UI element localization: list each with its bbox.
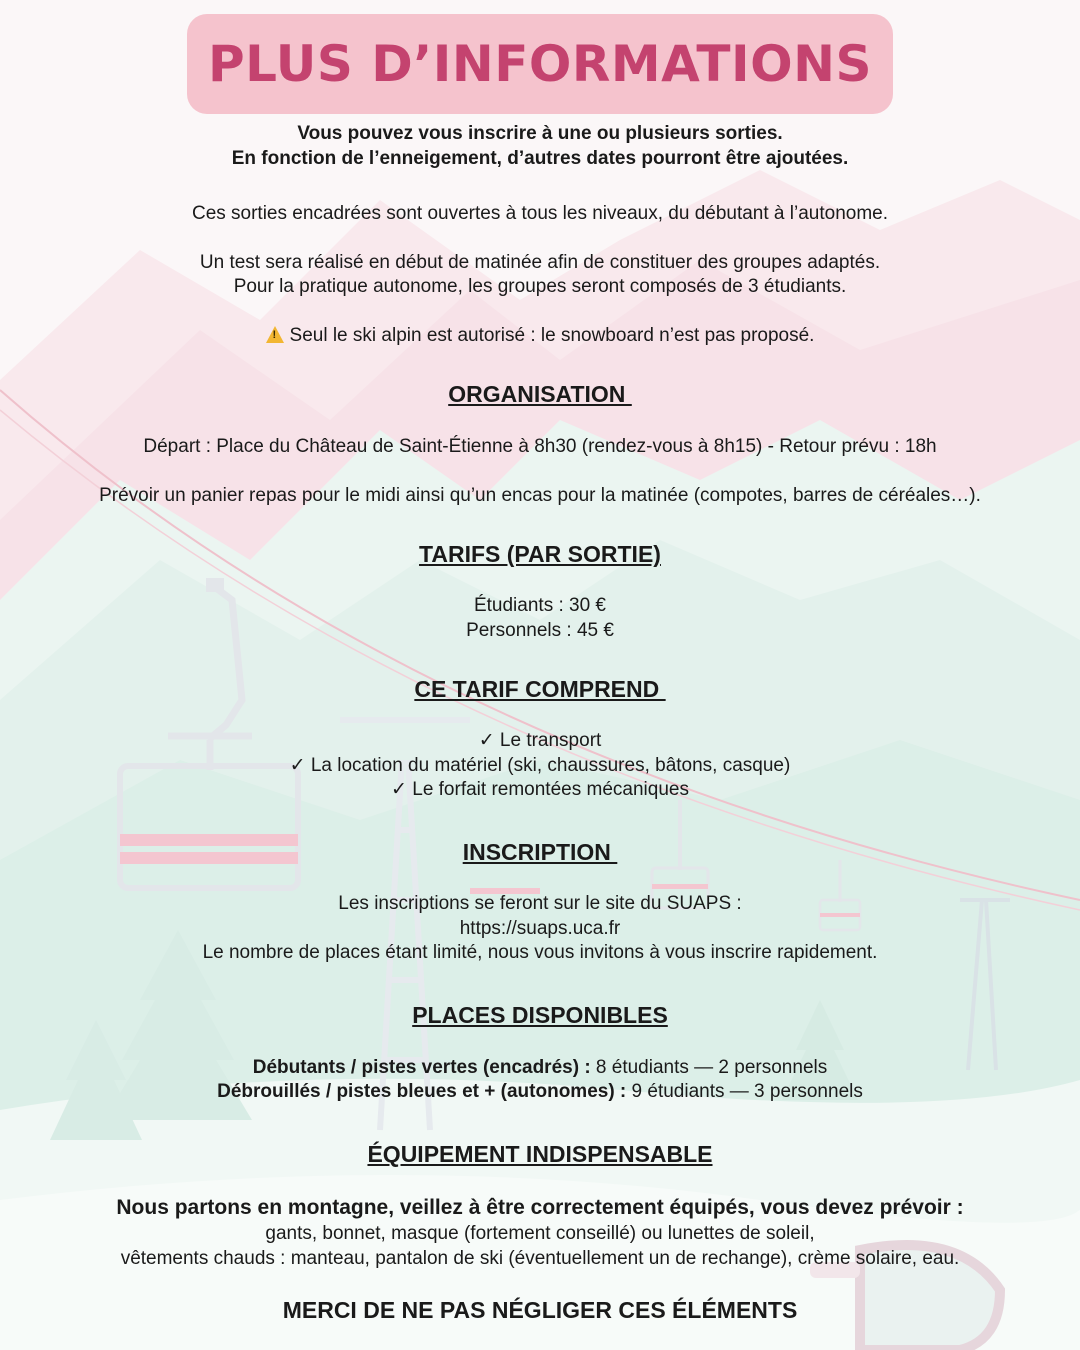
equipement-line-1: gants, bonnet, masque (fortement conseillé) ou lunettes de soleil, bbox=[265, 1223, 815, 1244]
warning-text: Seul le ski alpin est autorisé : le snowboard n’est pas proposé. bbox=[289, 325, 815, 346]
intro-line-1: Vous pouvez vous inscrire à une ou plusieurs sorties. bbox=[297, 123, 783, 144]
places-beginners-value: 8 étudiants — 2 personnels bbox=[590, 1057, 828, 1078]
test-text-1: Un test sera réalisé en début de matinée afin de constituer des groupes adaptés. bbox=[199, 252, 881, 273]
places-advanced-label: Débrouillés / pistes bleues et + (autonomes) : bbox=[217, 1081, 627, 1102]
warning-line bbox=[0, 324, 1080, 348]
closing-text: MERCI DE NE PAS NÉGLIGER CES ÉLÉMENTS bbox=[282, 1297, 798, 1323]
departure-text: Départ : Place du Château de Saint-Étienne à 8h30 (rendez-vous à 8h15) - Retour prévu : 18h bbox=[143, 436, 937, 457]
price-students: Étudiants : 30 € bbox=[473, 595, 607, 616]
includes-heading: CE TARIF COMPREND bbox=[414, 676, 666, 702]
levels-text: Ces sorties encadrées sont ouvertes à tous les niveaux, du débutant à l’autonome. bbox=[191, 203, 889, 224]
includes-item-lift-pass: ✓ Le forfait remontées mécaniques bbox=[391, 779, 689, 800]
meal-text: Prévoir un panier repas pour le midi ainsi qu’un encas pour la matinée (compotes, barres de céréales…). bbox=[99, 485, 981, 506]
places-heading: PLACES DISPONIBLES bbox=[412, 1002, 668, 1028]
organisation-heading: ORGANISATION bbox=[448, 381, 632, 407]
places-advanced-value: 9 étudiants — 3 personnels bbox=[626, 1081, 863, 1102]
includes-item-rental: ✓ La location du matériel (ski, chaussures, bâtons, casque) bbox=[289, 755, 791, 776]
equipement-heading: ÉQUIPEMENT INDISPENSABLE bbox=[367, 1141, 713, 1167]
places-beginners bbox=[0, 1056, 1080, 1080]
intro-line-2: En fonction de l’enneigement, d’autres dates pourront être ajoutées. bbox=[231, 148, 849, 169]
price-staff: Personnels : 45 € bbox=[466, 620, 614, 641]
warning-icon bbox=[266, 326, 284, 343]
page-title: PLUS D’INFORMATIONS bbox=[208, 35, 872, 93]
equipement-intro: Nous partons en montagne, veillez à être correctement équipés, vous devez prévoir : bbox=[116, 1196, 964, 1219]
inscription-limit-text: Le nombre de places étant limité, nous vous invitons à vous inscrire rapidement. bbox=[202, 942, 878, 963]
inscription-text: Les inscriptions se feront sur le site du SUAPS : bbox=[338, 893, 742, 914]
test-text-2: Pour la pratique autonome, les groupes seront composés de 3 étudiants. bbox=[233, 276, 847, 297]
inscription-heading: INSCRIPTION bbox=[462, 839, 618, 865]
equipement-line-2: vêtements chauds : manteau, pantalon de ski (éventuellement un de rechange), crème solaire, eau. bbox=[120, 1248, 960, 1269]
places-advanced bbox=[0, 1080, 1080, 1104]
title-banner bbox=[187, 14, 893, 114]
inscription-url[interactable]: https://suaps.uca.fr bbox=[459, 918, 621, 939]
tarifs-heading: TARIFS (PAR SORTIE) bbox=[419, 541, 661, 567]
includes-item-transport: ✓ Le transport bbox=[478, 730, 602, 751]
places-beginners-label: Débutants / pistes vertes (encadrés) : bbox=[252, 1057, 591, 1078]
